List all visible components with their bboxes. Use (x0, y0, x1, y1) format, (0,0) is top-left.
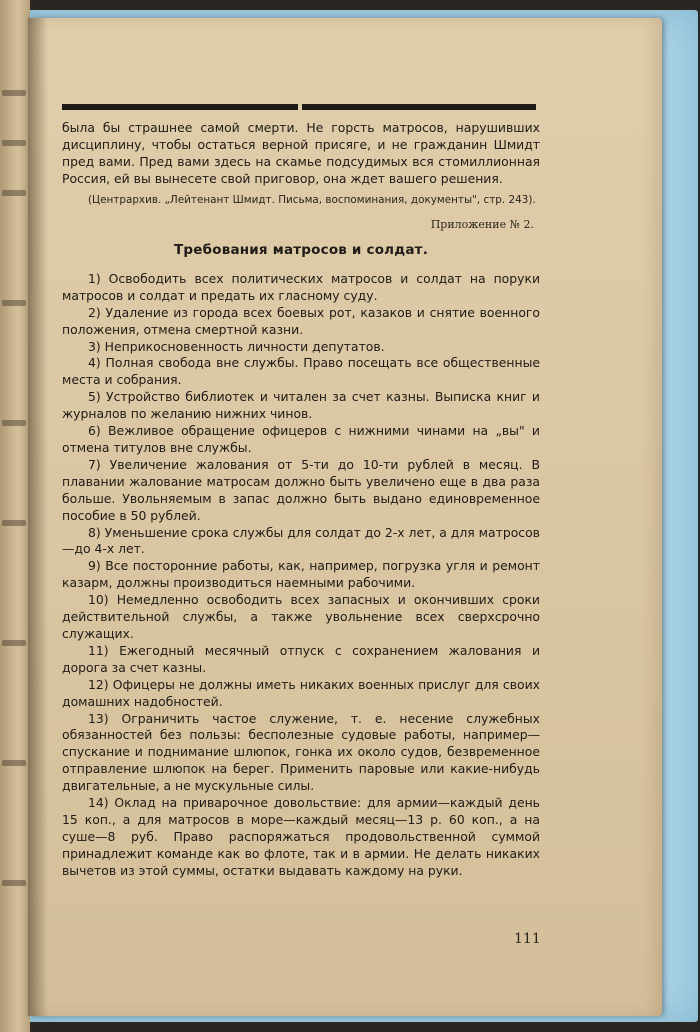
list-item: 13) Ограничить частое служение, т. е. несение служебных обязанностей без пользы: бесполезные судовые работы, например—спускание и поднимание шлюпок, гонка их около судов, безвременное отправление шлюпок на берег. Применить паровые или какие-нибудь двигательные, а не мускульные силы. (62, 710, 540, 794)
source-citation: (Центрархив. „Лейтенант Шмидт. Письма, воспоминания, документы", стр. 243). (88, 193, 536, 206)
section-heading: Требования матросов и солдат. (173, 242, 429, 259)
list-item: 1) Освободить всех политических матросов и солдат на поруки матросов и солдат и предать их гласному суду. (62, 270, 540, 303)
list-item: 12) Офицеры не должны иметь никаких военных прислуг для своих домашних надобностей. (62, 676, 540, 709)
header-rule-left (62, 104, 298, 110)
page-number: 111 (514, 931, 541, 947)
header-rule-right (302, 104, 536, 110)
top-paragraph: была бы страшнее самой смерти. Не горсть матросов, нарушивших дисциплину, чтобы остаться верной присяге, и не гражданин Шмидт пред вами. Пред вами здесь на скамье подсудимых вся стомиллионная Россия, ей вы вынесете свой приговор, она ждет вашего решения. (62, 120, 540, 186)
list-item: 11) Ежегодный месячный отпуск с сохранением жалования и дорога за счет казны. (62, 642, 540, 675)
spine-shadow (28, 18, 48, 1016)
list-item: 7) Увеличение жалования от 5-ти до 10-ти рублей в месяц. В плавании жалование матросам должно быть увеличено еще в два раза больше. Увольняемым в запас должно быть выдано единовременное пособие в 50 рублей. (62, 456, 540, 523)
book-page (28, 18, 662, 1016)
list-item: 10) Немедленно освободить всех запасных и окончивших сроки действительной службы, а также увольнение всех сверхсрочно служащих. (62, 592, 540, 641)
list-item: 8) Уменьшение срока службы для солдат до 2-х лет, а для матросов—до 4-х лет. (62, 524, 540, 557)
appendix-label: Приложение № 2. (430, 218, 534, 232)
list-item: 3) Неприкосновенность личности депутатов. (88, 338, 385, 354)
list-item: 9) Все посторонние работы, как, например, погрузка угля и ремонт казарм, должны производиться наемными рабочими. (62, 558, 540, 591)
previous-page-edge (0, 0, 30, 1032)
list-item: 6) Вежливое обращение офицеров с нижними чинами на „вы" и отмена титулов вне службы. (62, 423, 540, 455)
page-body (62, 120, 540, 880)
list-item: 5) Устройство библиотек и читален за счет казны. Выписка книг и журналов по желанию нижних чинов. (62, 389, 540, 422)
list-item: 14) Оклад на приварочное довольствие: для армии—каждый день 15 коп., а для матросов в море—каждый месяц—13 р. 60 коп., а на суше—8 руб. Право распоряжаться продовольственной суммой принадлежит команде как во флоте, так и в армии. Не делать никаких вычетов из этой суммы, остатки выдавать каждому на руки. (62, 795, 540, 878)
list-item: 4) Полная свобода вне службы. Право посещать все общественные места и собрания. (62, 355, 540, 388)
list-item: 2) Удаление из города всех боевых рот, казаков и снятие военного положения, отмена смертной казни. (62, 304, 540, 337)
